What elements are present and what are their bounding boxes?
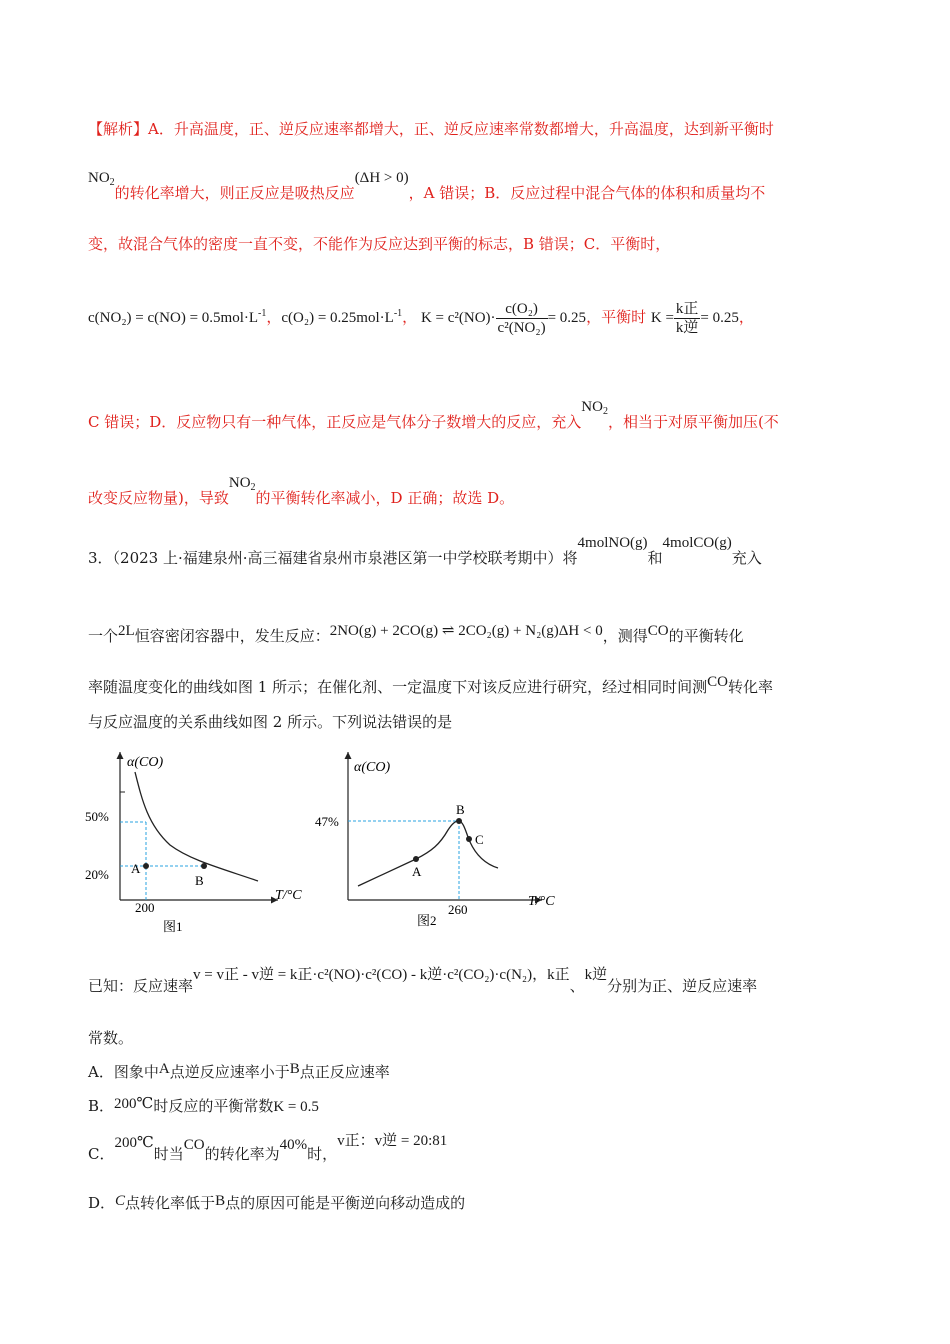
option-c: C．200℃时当CO的转化率为40%时，v正：v逆 = 20:81 <box>88 1133 448 1163</box>
fig1-caption: 图1 <box>163 919 183 934</box>
fig1-point-b <box>201 863 207 869</box>
option-d: D．C点转化率低于B点的原因可能是平衡逆向移动造成的 <box>88 1193 466 1212</box>
delta-h-formula: (ΔH > 0) <box>354 170 409 186</box>
no2-formula: $NO_2$ <box>581 399 608 417</box>
analysis-line-1 <box>88 118 774 139</box>
fig1-curve <box>135 772 258 881</box>
k-reverse: k逆 <box>584 967 608 983</box>
analysis-line-6 <box>88 475 515 509</box>
reaction-equation: 2NO(g) + 2CO(g) ⇌ 2CO₂(g) + N₂(g)ΔH < 0 <box>329 623 603 639</box>
question-line-4: 与反应温度的关系曲线如图 2 所示。下列说法错误的是 <box>88 713 453 731</box>
fig2-curve <box>358 821 498 886</box>
fig1-x-label: T/°C <box>275 888 302 903</box>
fig2-x-label: T/°C <box>528 894 555 909</box>
figures-svg <box>80 740 600 940</box>
conc-formula-2: $c(O_2) = 0.25mol\cdot L^{-1}$ <box>281 307 403 326</box>
analysis-text: C 错误；D．反应物只有一种气体，正反应是气体分子数增大的反应，充入 <box>88 413 582 431</box>
analysis-line-5 <box>88 399 779 433</box>
k-expression: K = c²(NO)· $\frac{\text{c(O₂)}}{\text{c²(NO₂)}}$ = 0.25 <box>420 301 587 336</box>
figure-2 <box>315 752 555 928</box>
k-forward: k正 <box>547 967 570 983</box>
fig1-y-tick-20: 20% <box>85 867 109 882</box>
fig2-point-c <box>466 836 472 842</box>
option-a: A．图象中A点逆反应速率小于B点正反应速率 <box>88 1061 390 1081</box>
analysis-line-2 <box>88 170 766 204</box>
question-line-2: 一个2L恒容密闭容器中，发生反应：2NO(g) + 2CO(g) ⇌ 2CO₂(g) + N₂(g)ΔH < 0，测得CO的平衡转化 <box>88 623 744 645</box>
analysis-text: ，平衡时 <box>586 307 647 326</box>
fig2-point-a <box>413 856 419 862</box>
analysis-text: 改变反应物量)，导致 <box>88 489 229 507</box>
analysis-tag: 【解析】 <box>88 120 149 138</box>
analysis-text: A．升高温度，正、逆反应速率都增大，正、逆反应速率常数都增大，升高温度，达到新平衡时 <box>148 120 774 138</box>
fig1-label-a: A <box>131 861 141 876</box>
analysis-text: 的转化率增大，则正反应是吸热反应 <box>114 184 355 202</box>
analysis-text: ，相当于对原平衡加压(不 <box>607 413 779 431</box>
option-b: B．200℃时反应的平衡常数K = 0.5 <box>88 1096 319 1115</box>
fig2-point-b <box>456 818 462 824</box>
question-line-3: 率随温度变化的曲线如图 1 所示；在催化剂、一定温度下对该反应进行研究，经过相同时间测CO转化率 <box>88 674 773 696</box>
fig2-label-b: B <box>456 802 465 817</box>
fig1-label-b: B <box>195 873 204 888</box>
k-rate-expression: K = $\frac{\text{k正}}{\text{k逆}}$ = 0.25 <box>650 301 739 336</box>
analysis-text: ，A 错误；B．反应过程中混合气体的体积和质量均不 <box>408 184 766 202</box>
conc-formula-1: $c(NO_2) = c(NO) = 0.5mol\cdot L^{-1}$ <box>88 307 267 326</box>
fig2-label-c: C <box>475 832 484 847</box>
analysis-text: 的平衡转化率减小，D 正确；故选 D。 <box>255 489 515 507</box>
figure-1 <box>85 752 302 934</box>
fig2-x-tick-260: 260 <box>448 902 468 917</box>
fig1-x-tick-200: 200 <box>135 900 155 915</box>
rate-equation: v = v正 - v逆 = k正·c²(NO)·c²(CO) - k逆·c²(CO₂)·c(N₂)， <box>193 967 548 983</box>
volume-2l: 2L <box>118 623 135 639</box>
formula-4mol-co: 4molCO(g) <box>662 535 732 551</box>
fig2-y-tick-47: 47% <box>315 814 339 829</box>
known-line-2: 常数。 <box>88 1029 134 1047</box>
fig2-label-a: A <box>412 864 422 879</box>
co-formula: CO <box>707 674 728 690</box>
analysis-text: 变，故混合气体的密度一直不变，不能作为反应达到平衡的标志，B 错误；C．平衡时， <box>88 235 671 253</box>
analysis-line-3 <box>88 233 670 254</box>
fig2-y-label: α(CO) <box>354 760 391 775</box>
no2-formula: $NO_2$ <box>88 170 115 188</box>
question-line-1: 3．（2023 上·福建泉州·高三福建省泉州市泉港区第一中学校联考期中）将4molNO(g)和4molCO(g)充入 <box>88 535 762 567</box>
analysis-line-4: $c(NO_2) = c(NO) = 0.5mol\cdot L^{-1}$，$c(O_2) = 0.25mol\cdot L^{-1}$， K = c²(NO)· $\frac{\text{c(O₂)}}{\text{c²(NO₂)}}$ = 0.25，平衡时 K = $\frac{\text{k正}}{\text{k逆}}$ = 0.25， <box>88 301 754 336</box>
question-text: 3．（2023 上·福建泉州·高三福建省泉州市泉港区第一中学校联考期中）将 <box>88 549 578 567</box>
fig2-caption: 图2 <box>417 913 437 928</box>
co-formula: CO <box>647 623 669 639</box>
no2-formula: $NO_2$ <box>228 475 256 493</box>
figures-area <box>80 740 600 940</box>
formula-4mol-no: 4molNO(g) <box>577 535 648 551</box>
fig1-point-a <box>143 863 149 869</box>
fig1-y-tick-50: 50% <box>85 809 109 824</box>
known-line: 已知：反应速率v = v正 - v逆 = k正·c²(NO)·c²(CO) - k逆·c²(CO₂)·c(N₂)，k正、k逆分别为正、逆反应速率 <box>88 975 757 996</box>
fig1-y-label: α(CO) <box>127 755 164 770</box>
